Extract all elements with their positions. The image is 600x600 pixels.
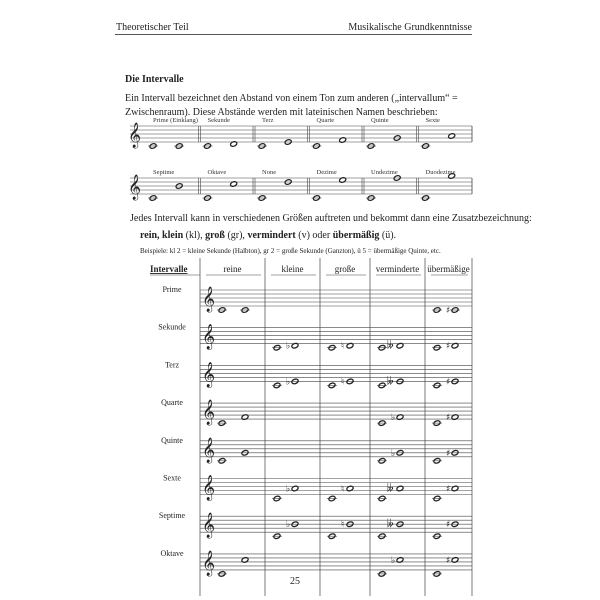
accidental-flat: ♭ xyxy=(286,341,291,352)
accidental-flat: ♭ xyxy=(391,413,396,424)
interval-label: Sekunde xyxy=(207,117,230,124)
header-left: Theoretischer Teil xyxy=(116,22,189,33)
row-label-sexte: Sexte xyxy=(163,473,181,483)
interval-label: Prime (Einklang) xyxy=(153,117,198,124)
accidental-sharp: ♯ xyxy=(446,555,451,566)
row-label-terz: Terz xyxy=(164,360,180,370)
sizes-fragment: (kl), xyxy=(183,230,206,241)
accidental-flat: ♭ xyxy=(391,448,396,459)
interval-label: Quarte xyxy=(316,117,335,124)
interval-label: Undezime xyxy=(371,169,398,176)
treble-clef-icon: 𝄞 xyxy=(202,400,216,426)
accidental-sharp: ♯ xyxy=(446,448,451,459)
treble-clef-icon: 𝄞 xyxy=(202,513,216,539)
treble-clef-icon: 𝄞 xyxy=(202,475,216,501)
interval-label: Duodezime xyxy=(425,169,456,176)
accidental-flat: ♭ xyxy=(391,555,396,566)
accidental-natural: ♮ xyxy=(341,377,345,388)
interval-label: None xyxy=(262,169,277,176)
page-number: 25 xyxy=(290,576,300,587)
interval-label: Septime xyxy=(153,169,175,176)
accidental-double-flat: 𝄫 xyxy=(387,374,394,388)
table-header-intervalle: Intervalle xyxy=(150,264,188,274)
accidental-double-flat: 𝄫 xyxy=(387,338,394,352)
treble-clef-icon: 𝄞 xyxy=(202,324,216,350)
column-header-1: kleine xyxy=(281,264,304,274)
treble-clef-icon: 𝄞 xyxy=(128,175,142,200)
sizes-fragment: (v) oder xyxy=(295,230,333,241)
interval-label: Quinte xyxy=(371,117,389,124)
row-label-sekunde: Sekunde xyxy=(158,322,186,332)
sizes-fragment: vermindert xyxy=(247,230,296,241)
row-label-quinte: Quinte xyxy=(161,435,183,445)
treble-clef-icon: 𝄞 xyxy=(202,550,216,576)
row-label-quarte: Quarte xyxy=(161,398,183,408)
row-label-prime: Prime xyxy=(162,285,182,294)
intro-paragraph: Ein Intervall bezeichnet den Abstand von einem Ton zum anderen („intervallum“ = Zwischenraum). Diese Abstände werden mit lateinischen Namen beschrieben: xyxy=(125,93,458,118)
column-header-4: übermäßige xyxy=(427,264,470,274)
treble-clef-icon: 𝄞 xyxy=(202,362,216,388)
treble-clef-icon: 𝄞 xyxy=(202,437,216,463)
header-right: Musikalische Grundkenntnisse xyxy=(348,22,472,33)
accidental-sharp: ♯ xyxy=(446,520,451,531)
sizes-fragment: groß xyxy=(205,230,225,241)
column-header-0: reine xyxy=(223,264,242,274)
interval-label: Terz xyxy=(262,117,274,124)
column-header-3: verminderte xyxy=(375,264,420,274)
sizes-text: Jedes Intervall kann in verschiedenen Größen auftreten und bekommt dann eine Zusatzbezeichnung: xyxy=(130,213,532,224)
accidental-sharp: ♯ xyxy=(446,377,451,388)
accidental-flat: ♭ xyxy=(286,520,291,531)
sizes-fragment: (gr), xyxy=(224,230,248,241)
accidental-double-flat: 𝄫 xyxy=(387,481,394,495)
accidental-sharp: ♯ xyxy=(446,484,451,495)
accidental-natural: ♮ xyxy=(341,484,345,495)
sizes-fragment: übermäßig xyxy=(332,230,380,241)
accidental-sharp: ♯ xyxy=(446,413,451,424)
accidental-sharp: ♯ xyxy=(446,341,451,352)
column-header-2: große xyxy=(334,264,356,274)
accidental-sharp: ♯ xyxy=(446,306,451,316)
accidental-natural: ♮ xyxy=(341,341,345,352)
section-title: Die Intervalle xyxy=(125,74,184,85)
treble-clef-icon: 𝄞 xyxy=(128,123,142,148)
accidental-double-flat: 𝄫 xyxy=(387,517,394,531)
treble-clef-icon: 𝄞 xyxy=(202,287,216,312)
examples-text: Beispiele: kl 2 = kleine Sekunde (Halbton), gr 2 = große Sekunde (Ganzton), ü 5 = übermäßige Quinte, etc. xyxy=(140,247,441,255)
accidental-flat: ♭ xyxy=(286,484,291,495)
interval-label: Dezime xyxy=(316,169,337,176)
interval-label: Sexte xyxy=(425,117,440,124)
sizes-fragment: rein, klein xyxy=(140,230,184,241)
sizes-fragment: (ü). xyxy=(379,230,397,241)
interval-label: Oktave xyxy=(207,169,227,176)
accidental-flat: ♭ xyxy=(286,377,291,388)
accidental-natural: ♮ xyxy=(341,520,345,531)
row-label-septime: Septime xyxy=(158,511,186,521)
row-label-oktave: Oktave xyxy=(160,548,184,558)
